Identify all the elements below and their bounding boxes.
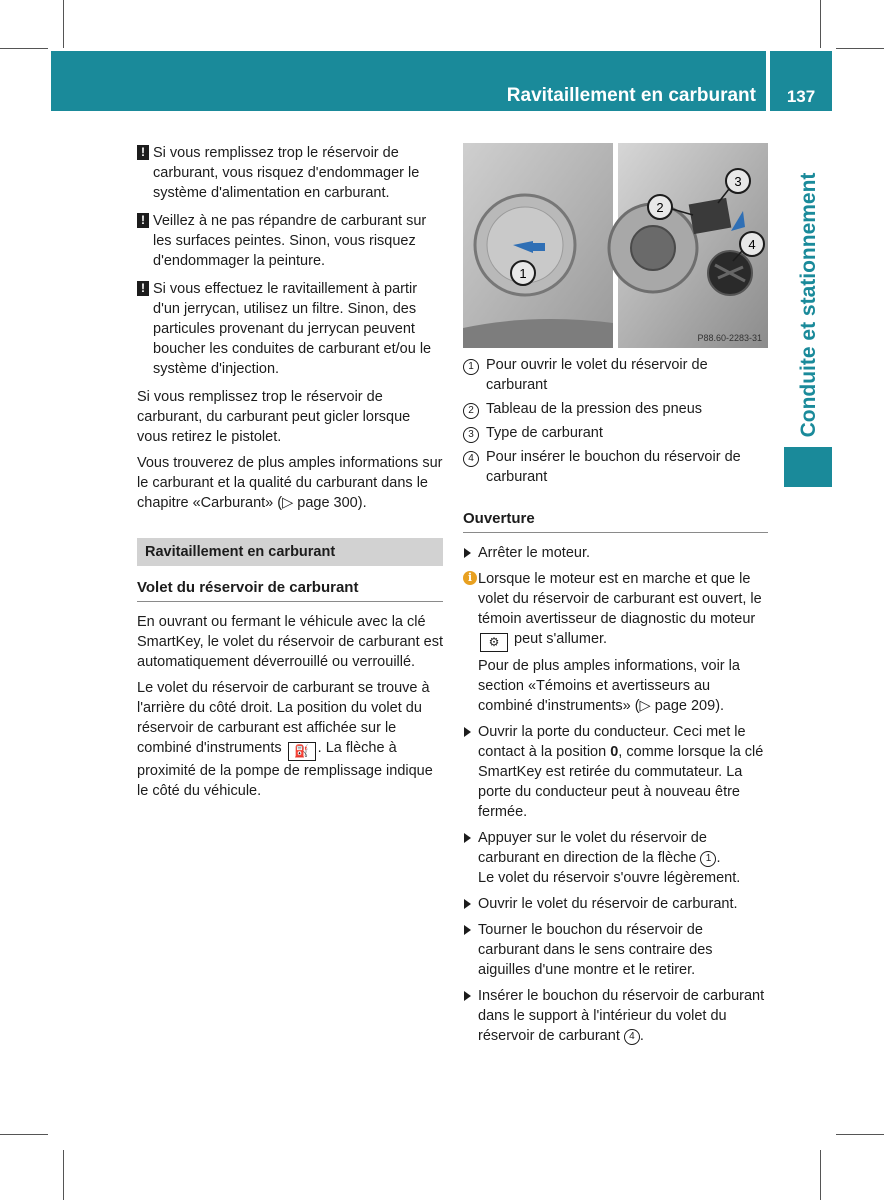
paragraph: Si vous remplissez trop le réservoir de carburant, du carburant peut gicler lorsque vous retirez le pistolet.	[137, 389, 411, 445]
warning-text: Veillez à ne pas répandre de carburant sur les surfaces peintes. Sinon, vous risquez d'endommager la peinture.	[153, 213, 427, 269]
svg-text:3: 3	[734, 174, 742, 189]
crop-mark	[836, 48, 884, 49]
paragraph: En ouvrant ou fermant le véhicule avec la clé SmartKey, le volet du réservoir de carburant est automatiquement déverrouillé ou verrouillé.	[137, 614, 443, 670]
callout-number: 4	[463, 451, 479, 467]
legend-item	[463, 355, 768, 395]
arrow-shaft	[531, 243, 545, 251]
step-result: Le volet du réservoir s'ouvre légèrement.	[478, 870, 741, 886]
step-text: Ouvrir le volet du réservoir de carburant.	[478, 896, 738, 912]
info-text: Lorsque le moteur est en marche et que le volet du réservoir de carburant est ouvert, le témoin avertisseur de diagnostic du moteur	[478, 571, 762, 627]
warning-note	[137, 279, 443, 379]
callout-number: 4	[624, 1029, 640, 1045]
info-icon: i	[463, 571, 477, 585]
info-more: Pour de plus amples informations, voir la section «Témoins et avertisseurs au combiné d'instruments» (▷ page 209).	[478, 658, 740, 714]
callout-number: 1	[463, 359, 479, 375]
info-text: peut s'allumer.	[514, 631, 608, 647]
section-title: Ravitaillement en carburant	[137, 538, 443, 566]
filler-opening	[631, 226, 675, 270]
exclamation-icon: !	[137, 145, 149, 160]
warning-note	[137, 211, 443, 271]
marker-3	[726, 169, 750, 193]
step-item	[463, 543, 768, 563]
paragraph-text: Le volet du réservoir de carburant se trouve à l'arrière du côté droit. La position du volet du réservoir de carburant est affichée sur le combiné d'instruments	[137, 680, 430, 756]
exclamation-icon: !	[137, 281, 149, 296]
legend-text: Tableau de la pression des pneus	[486, 401, 703, 417]
crop-mark	[820, 1150, 821, 1200]
warning-text: Si vous remplissez trop le réservoir de carburant, vous risquez d'endommager le système d'alimentation en carburant.	[153, 145, 420, 201]
step-text: Insérer le bouchon du réservoir de carburant dans le support à l'intérieur du volet du réservoir de carburant	[478, 988, 765, 1044]
crop-mark	[836, 1134, 884, 1135]
side-tab-label: Conduite et stationnement	[797, 172, 820, 438]
bullet-arrow-icon	[464, 727, 471, 737]
engine-warning-icon: ⚙	[480, 633, 508, 652]
legend-item	[463, 447, 768, 487]
page-number-box	[770, 51, 832, 111]
page-number: 137	[786, 87, 816, 106]
step-item	[463, 894, 768, 914]
crop-mark	[0, 1134, 48, 1135]
step-bold: 0	[610, 744, 619, 760]
figure-code: P88.60-2283-31	[697, 333, 762, 343]
marker-2	[648, 195, 672, 219]
step-text: Arrêter le moteur.	[478, 545, 591, 561]
legend-text: Type de carburant	[486, 425, 603, 441]
step-item	[463, 920, 768, 980]
side-tab-marker	[784, 447, 832, 487]
step-text: .	[639, 1028, 644, 1044]
legend-text: Pour insérer le bouchon du réservoir de carburant	[486, 449, 741, 485]
marker-1	[511, 261, 535, 285]
bullet-arrow-icon	[464, 991, 471, 1001]
step-text: Tourner le bouchon du réservoir de carburant dans le sens contraire des aiguilles d'une montre et le retirer.	[478, 922, 713, 978]
fuel-pump-icon: ⛽	[288, 742, 316, 761]
subsection-heading: Ouverture	[463, 509, 768, 533]
bullet-arrow-icon	[464, 833, 471, 843]
crop-mark	[820, 0, 821, 48]
step-item	[463, 722, 768, 822]
marker-4	[740, 232, 764, 256]
bullet-arrow-icon	[464, 548, 471, 558]
svg-text:1: 1	[519, 266, 527, 281]
fuel-filler-illustration	[463, 143, 768, 348]
paragraph	[137, 678, 443, 801]
info-note	[463, 569, 768, 652]
svg-text:2: 2	[656, 200, 664, 215]
warning-text: Si vous effectuez le ravitaillement à partir d'un jerrycan, utilisez un filtre. Sinon, des particules provenant du jerrycan peuvent boucher les conduites de carburant et/ou le système d'injection.	[153, 281, 432, 377]
exclamation-icon: !	[137, 213, 149, 228]
step-item	[463, 828, 768, 888]
header-bar	[51, 51, 766, 111]
legend-item	[463, 399, 768, 419]
step-text: .	[716, 850, 721, 866]
crop-mark	[63, 0, 64, 48]
bullet-arrow-icon	[464, 925, 471, 935]
paragraph: Vous trouverez de plus amples informations sur le carburant et la qualité du carburant dans le chapitre «Carburant» (▷ page 300).	[137, 455, 443, 511]
svg-text:4: 4	[748, 237, 756, 252]
callout-number: 3	[463, 427, 479, 443]
callout-number: 1	[700, 851, 716, 867]
crop-mark	[0, 48, 48, 49]
warning-note	[137, 143, 443, 203]
right-column	[463, 355, 768, 1052]
step-text: , comme lorsque la clé SmartKey est retirée du commutateur. La porte du conducteur peut à nouveau être fermée.	[478, 744, 764, 820]
legend-text: Pour ouvrir le volet du réservoir de carburant	[486, 357, 708, 393]
paragraph-text: . La flèche à proximité de la pompe de remplissage indique le côté du véhicule.	[137, 740, 433, 799]
step-text: Ouvrir la porte du conducteur. Ceci met le contact à la position	[478, 724, 746, 760]
legend-item	[463, 423, 768, 443]
fuel-filler-figure	[463, 143, 768, 348]
step-item	[463, 986, 768, 1046]
page-title: Ravitaillement en carburant	[506, 85, 756, 106]
left-column	[137, 143, 443, 807]
crop-mark	[63, 1150, 64, 1200]
step-text: Appuyer sur le volet du réservoir de carburant en direction de la flèche	[478, 830, 707, 866]
bullet-arrow-icon	[464, 899, 471, 909]
subsection-heading: Volet du réservoir de carburant	[137, 578, 443, 602]
callout-number: 2	[463, 403, 479, 419]
